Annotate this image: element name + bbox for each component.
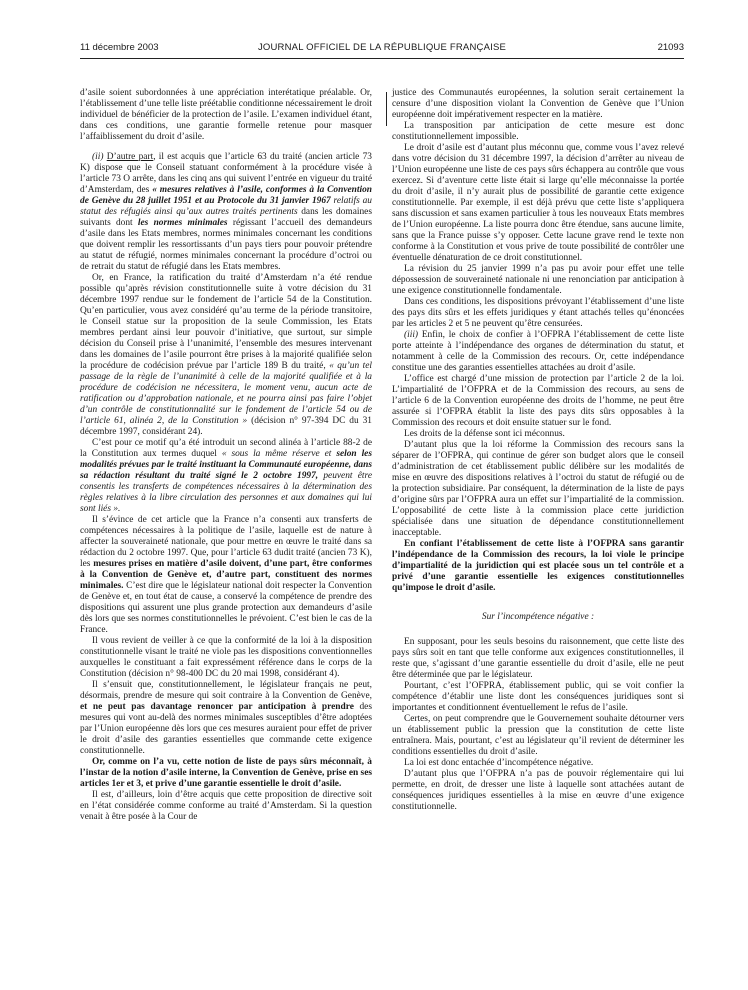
right-column	[392, 88, 684, 813]
paragraph: justice des Communautés européennes, la solution serait certainement la censure d’une disposition violant la Convention de Genève que l’Union européenne doit impérativement respecter en la matière.	[392, 88, 684, 120]
paragraph: Dans ces conditions, les dispositions prévoyant l’établissement d’une liste des pays dits sûrs et les effets juridiques y étant attachés telles qu’énoncées par les articles 2 et 5 ne peuvent qu’être censurées.	[392, 297, 684, 329]
paragraph: L’office est chargé d’une mission de protection par l’article 2 de la loi. L’impartialité de l’OFPRA et de la Commission des recours, au sens de l’article 6 de la Convention européenne des droits de l’homme, ne peut être assurée si l’OFPRA établit la liste des pays dits sûrs opposables à la Commission des recours et doit ensuite statuer sur le fond.	[392, 374, 684, 428]
paragraph: Or, en France, la ratification du traité d’Amsterdam n’a été rendue possible qu’après révision constitutionnelle suite à votre décision du 31 décembre 1997 rendue sur le fondement de l’article 54 de la Constitution. Qu’en particulier, vous avez considéré qu’au terme de la période transitoire, le Conseil statue sur la proposition de la seule Commission, les Etats membres perdant ainsi leur pouvoir d’initiative, que surtout, sur simple décision du Conseil prise à l’unanimité, l’ensemble des mesures intervenant dans les domaines de l’asile pourront être prises à la majorité qualifiée selon la procédure de codécision prévue par l’article 189 B du traité, « qu’un tel passage de la règle de l’unanimité à celle de la majorité qualifiée et à la procédure de codécision ne nécessitera, le moment venu, aucun acte de ratification ou d’approbation nationale, et ne pourra ainsi pas faire l’objet d’un contrôle de constitutionnalité sur le fondement de l’article 54 ou de l’article 61, alinéa 2, de la Constitution » (décision n° 97-394 DC du 31 décembre 1997, considérant 24).	[80, 273, 372, 437]
margin-bar	[386, 92, 387, 126]
paragraph: D’autant plus que l’OFPRA n’a pas de pouvoir réglementaire qui lui permette, en droit, de dresser une liste à laquelle sont attachées autant de conséquences juridiques essentielles à la mise en œuvre d’une exigence constitutionnelle.	[392, 769, 684, 812]
paragraph: D’autant plus que la loi réforme la Commission des recours sans la séparer de l’OFPRA, qui continue de gérer son budget alors que le conseil d’administration de cet établissement public délibère sur les modalités de mise en œuvre des dispositions relatives à l’octroi du statut de réfugié ou de la protection subsidiaire. Par conséquent, la détermination de la liste de pays d’origine sûrs par l’OFPRA aura un effet sur l’impartialité de la commission. L’opposabilité de cette liste à la commission place cette juridiction spécialisée dans une situation de dépendance constitutionnellement inacceptable.	[392, 440, 684, 538]
paragraph: La transposition par anticipation de cette mesure est donc constitutionnellement impossible.	[392, 121, 684, 142]
paragraph: Certes, on peut comprendre que le Gouvernement souhaite détourner vers un établissement public la pression que la constitution de cette liste entraînera. Mais, pourtant, c’est au législateur qu’il revient de déterminer les conditions essentielles du droit d’asile.	[392, 714, 684, 757]
header-rule	[80, 58, 684, 59]
paragraph: La loi est donc entachée d’incompétence négative.	[404, 758, 594, 768]
header-date: 11 décembre 2003	[80, 42, 159, 53]
paragraph: La révision du 25 janvier 1999 n’a pas pu avoir pour effet une telle dépossession de souveraineté nationale ni une renonciation par anticipation à une exigence constitutionnelle fondamentale.	[392, 264, 684, 296]
section-heading: Sur l’incompétence négative :	[481, 612, 595, 622]
paragraph: Les droits de la défense sont ici méconnus.	[404, 429, 565, 439]
paragraph: En supposant, pour les seuls besoins du raisonnement, que cette liste des pays sûrs soit en tant que telle conforme aux exigences constitutionnelles, il reste que, s’agissant d’une garantie essentielle du droit d’asile, elle ne peut être déterminée que par le législateur.	[392, 637, 684, 680]
paragraph: Le droit d’asile est d’autant plus méconnu que, comme vous l’avez relevé dans votre décision du 31 décembre 1997, la décision d’arrêter au niveau de l’Union européenne une liste de ces pays sûrs échappera au contrôle que vous exercez. Si d’aventure cette liste était si large qu’elle méconnaisse la portée du droit d’asile, il n’y aurait plus de possibilité de garantie cette exigence constitutionnelle. Par exemple, il est déjà prévu que cette liste s’appliquera sans discussion et sans examen particulier à tous les nouveaux Etats membres de l’Union européenne. La liste pourra donc être étendue, sans aucune limite, sans que la France puisse s’y opposer. Cette lacune grave rend le texte non conforme à la Constitution et vous prive de toute possibilité de contrôler une éventuelle dénaturation de ce droit constitutionnel.	[392, 143, 684, 263]
paragraph: (ii) D’autre part, il est acquis que l’article 63 du traité (ancien article 73 K) dispose que le Conseil statuant conformément à la procédure visée à l’article 73 O arrête, dans les cinq ans qui suivent l’entrée en vigueur du traité d’Amsterdam, des « mesures relatives à l’asile, conformes à la Convention de Genève du 28 juillet 1951 et au Protocole du 31 janvier 1967 relatifs au statut des réfugiés ainsi qu’aux autres traités pertinents dans les domaines suivants dont les normes minimales régissant l’accueil des demandeurs d’asile dans les Etats membres, normes minimales concernant les conditions que doivent remplir les ressortissants d’un pays tiers pour pouvoir prétendre au statut de réfugié, normes minimales concernant la procédure d’octroi ou de retrait du statut de réfugié dans les Etats membres.	[80, 152, 372, 272]
paragraph: (iii) Enfin, le choix de confier à l’OFPRA l’établissement de cette liste porte atteinte à l’indépendance des organes de détermination du statut, et notamment à celle de la Commission des recours. Or, cette indépendance constitue une des garanties essentielles attachées au droit d’asile.	[392, 330, 684, 373]
page-number: 21093	[657, 42, 684, 53]
paragraph: Or, comme on l’a vu, cette notion de liste de pays sûrs méconnaît, à l’instar de la notion d’asile interne, la Convention de Genève, prise en ses articles 1er et 3, et prive d’une garantie essentielle le droit d’asile.	[80, 757, 373, 789]
paragraph: Pourtant, c’est l’OFPRA, établissement public, qui se voit confier la compétence d’établir une liste dont les conséquences juridiques sont si importantes et conditionnent éventuellement le refus de l’asile.	[392, 681, 684, 713]
journal-title: JOURNAL OFFICIEL DE LA RÉPUBLIQUE FRANÇAISE	[257, 42, 507, 53]
paragraph: Il s’ensuit que, constitutionnellement, le législateur français ne peut, désormais, prendre de mesure qui soit contraire à la Convention de Genève, et ne peut pas davantage renoncer par anticipation à prendre des mesures qui vont au-delà des normes minimales susceptibles d’être adoptées par l’Union européenne dès lors que ces mesures auraient pour effet de priver le droit d’asile des garanties essentielles que commande cette exigence constitutionnelle.	[80, 680, 372, 756]
page-header	[80, 42, 684, 56]
paragraph: Il s’évince de cet article que la France n’a consenti aux transferts de compétences nécessaires à la politique de l’asile, laquelle est de nature à affecter la souveraineté nationale, que pour mettre en œuvre le traité dans sa rédaction du 2 octobre 1997. Que, pour l’article 63 dudit traité (ancien 73 K), les mesures prises en matière d’asile doivent, d’une part, être conformes à la Convention de Genève et, d’autre part, constituent des normes minimales. C’est dire que le législateur national doit respecter la Convention de Genève et, en tout état de cause, a conservé la compétence de prendre des dispositions qui assurent une plus grande protection aux demandeurs d’asile dès lors que ses normes constitutionnelles le prévoient. C’est bien le cas de la France.	[80, 515, 372, 635]
paragraph: C’est pour ce motif qu’a été introduit un second alinéa à l’article 88-2 de la Constitution aux termes duquel « sous la même réserve et selon les modalités prévues par le traité instituant la Communauté européenne, dans sa rédaction résultant du traité signé le 2 octobre 1997, peuvent être consentis les transferts de compétences nécessaires à la détermination des règles relatives à la libre circulation des personnes et aux domaines qui lui sont liés ».	[80, 438, 372, 514]
left-column	[80, 88, 372, 823]
paragraph: Il vous revient de veiller à ce que la conformité de la loi à la disposition constitutionnelle visant le traité ne viole pas les dispositions conventionnelles auxquelles le constituant a fait expressément référence dans le corps de la Constitution (décision n° 98-400 DC du 20 mai 1998, considérant 4).	[80, 636, 372, 679]
paragraph: d’asile soient subordonnées à une appréciation interétatique préalable. Or, l’établissement d’une telle liste préétablie conditionne nécessairement le droit individuel de bénéficier de la protection de l’asile. L’examen individuel étant, dans ces conditions, une garantie formelle retenue pour masquer l’affaiblissement du droit d’asile.	[80, 88, 372, 142]
paragraph: Il est, d’ailleurs, loin d’être acquis que cette proposition de directive soit en l’état considérée comme conforme au traité d’Amsterdam. Si la question venait à être posée à la Cour de	[80, 790, 372, 822]
paragraph: En confiant l’établissement de cette liste à l’OFPRA sans garantir l’indépendance de la Commission des recours, la loi viole le principe d’impartialité de la juridiction qui est placée sous un tel contrôle et a privé d’une garantie essentielle les exigences constitutionnelles qu’impose le droit d’asile.	[392, 539, 684, 593]
